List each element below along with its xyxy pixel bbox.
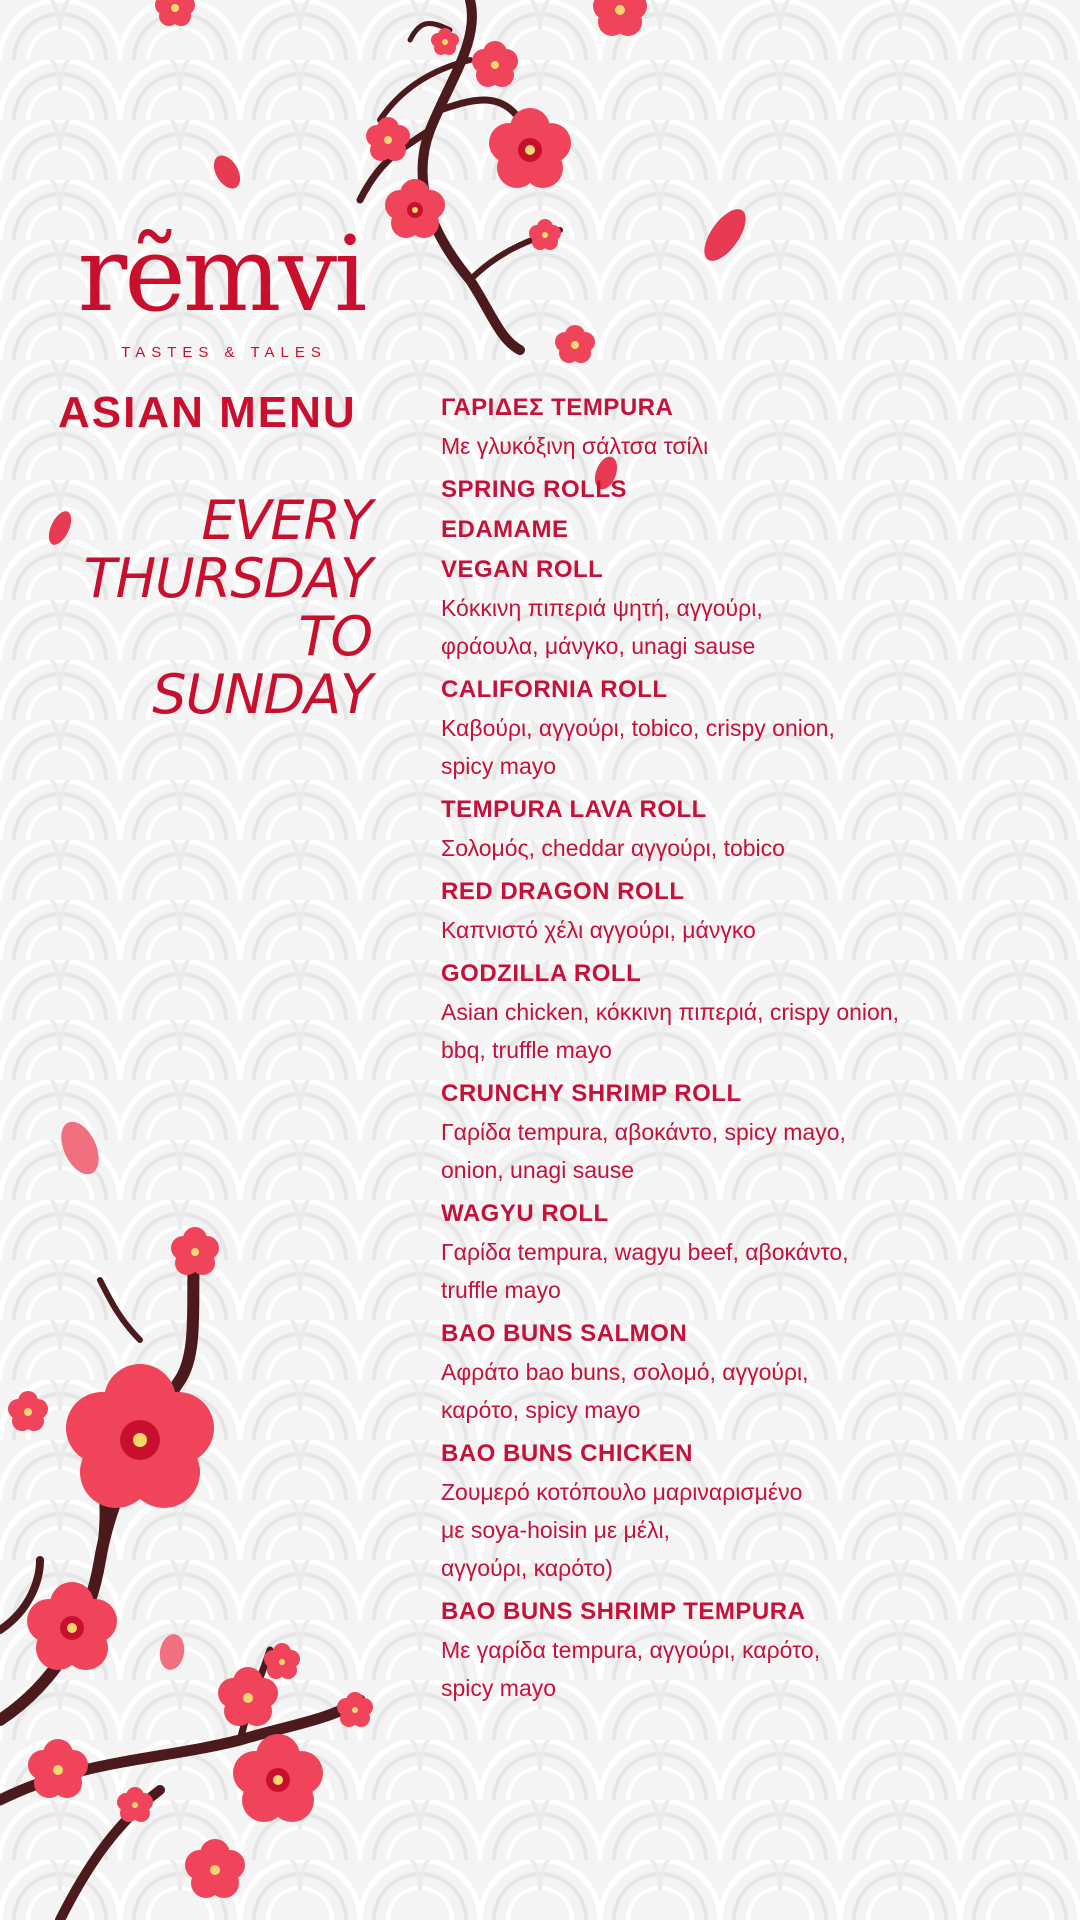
- menu-item: [441, 1319, 1001, 1429]
- menu-item-description-line: Κόκκινη πιπεριά ψητή, αγγούρι,: [441, 595, 763, 621]
- menu-item-description-line: Ζουμερό κοτόπουλο μαριναρισμένο: [441, 1479, 803, 1505]
- logo-wordmark: rẽmvi: [77, 213, 365, 335]
- menu-title: ASIAN MENU: [58, 388, 357, 437]
- menu-item-description-line: Με γλυκόξινη σάλτσα τσίλι: [441, 433, 709, 459]
- menu-item-description: [441, 427, 1001, 465]
- menu-item-description-line: bbq, truffle mayo: [441, 1037, 612, 1063]
- menu-item: [441, 1079, 1001, 1189]
- menu-item-name: BAO BUNS SALMON: [441, 1320, 688, 1347]
- menu-item-description: [441, 1233, 1001, 1309]
- menu-item-name: BAO BUNS CHICKEN: [441, 1440, 694, 1467]
- menu-item-name: RED DRAGON ROLL: [441, 878, 685, 905]
- menu-item-name: SPRING ROLLS: [441, 476, 628, 503]
- menu-item-description-line: Καπνιστό χέλι αγγούρι, μάνγκο: [441, 917, 756, 943]
- cherry-blossom-branch-bottom: [0, 1200, 400, 1920]
- menu-item-description-line: με soya-hoisin με μέλι,: [441, 1517, 671, 1543]
- brand-logo: [56, 213, 386, 361]
- menu-item-description-line: φράουλα, μάνγκο, unagi sause: [441, 633, 756, 659]
- menu-item-description: [441, 1113, 1001, 1189]
- menu-item-description: [441, 589, 1001, 665]
- menu-item-description: [441, 829, 1001, 867]
- menu-item: [441, 959, 1001, 1069]
- menu-item-description-line: αγγούρι, καρότο): [441, 1555, 613, 1581]
- menu-item: [441, 795, 1001, 867]
- menu-item-description-line: Γαρίδα tempura, αβοκάντο, spicy mayo,: [441, 1119, 846, 1145]
- menu-item: [441, 675, 1001, 785]
- schedule-line: SUNDAY: [152, 663, 372, 726]
- menu-item-description: [441, 911, 1001, 949]
- schedule-line: THURSDAY: [83, 547, 372, 610]
- menu-item: [441, 475, 1001, 505]
- schedule-heading: [20, 489, 372, 726]
- menu-item-description-line: καρότο, spicy mayo: [441, 1397, 641, 1423]
- menu-item-list: [441, 393, 1001, 1717]
- menu-item-description-line: onion, unagi sause: [441, 1157, 635, 1183]
- menu-item-description-line: Καβούρι, αγγούρι, tobico, crispy onion,: [441, 715, 835, 741]
- menu-item-description-line: Με γαρίδα tempura, αγγούρι, καρότο,: [441, 1637, 821, 1663]
- menu-item-name: VEGAN ROLL: [441, 556, 604, 583]
- menu-item: [441, 515, 1001, 545]
- menu-item-description: [441, 1473, 1001, 1587]
- menu-item: [441, 1199, 1001, 1309]
- logo-tagline: TASTES & TALES: [121, 344, 327, 361]
- menu-item-description: [441, 993, 1001, 1069]
- menu-item-name: WAGYU ROLL: [441, 1200, 609, 1227]
- menu-item-description: [441, 1353, 1001, 1429]
- menu-item-description: [441, 1631, 1001, 1707]
- menu-item: [441, 555, 1001, 665]
- menu-item: [441, 393, 1001, 465]
- menu-item-description-line: truffle mayo: [441, 1277, 561, 1303]
- menu-item-description-line: Asian chicken, κόκκινη πιπεριά, crispy onion,: [441, 999, 899, 1025]
- menu-item-description-line: spicy mayo: [441, 1675, 557, 1701]
- menu-item-name: BAO BUNS SHRIMP TEMPURA: [441, 1598, 806, 1625]
- menu-item: [441, 1597, 1001, 1707]
- menu-item-description-line: Αφράτο bao buns, σολομό, αγγούρι,: [441, 1359, 809, 1385]
- menu-item-description-line: Σολομός, cheddar αγγούρι, tobico: [441, 835, 785, 861]
- menu-item-name: CALIFORNIA ROLL: [441, 676, 668, 703]
- menu-item-name: TEMPURA LAVA ROLL: [441, 796, 707, 823]
- menu-item-description: [441, 709, 1001, 785]
- schedule-line: EVERY: [201, 489, 372, 552]
- menu-item-description-line: spicy mayo: [441, 753, 557, 779]
- menu-item-name: GODZILLA ROLL: [441, 960, 642, 987]
- menu-item-description-line: Γαρίδα tempura, wagyu beef, αβοκάντο,: [441, 1239, 849, 1265]
- menu-item-name: CRUNCHY SHRIMP ROLL: [441, 1080, 742, 1107]
- menu-item-name: EDAMAME: [441, 516, 569, 543]
- menu-item-name: ΓΑΡΙΔΕΣ TEMPURA: [441, 394, 674, 421]
- menu-item: [441, 1439, 1001, 1587]
- menu-item: [441, 877, 1001, 949]
- schedule-line: TO: [298, 605, 372, 668]
